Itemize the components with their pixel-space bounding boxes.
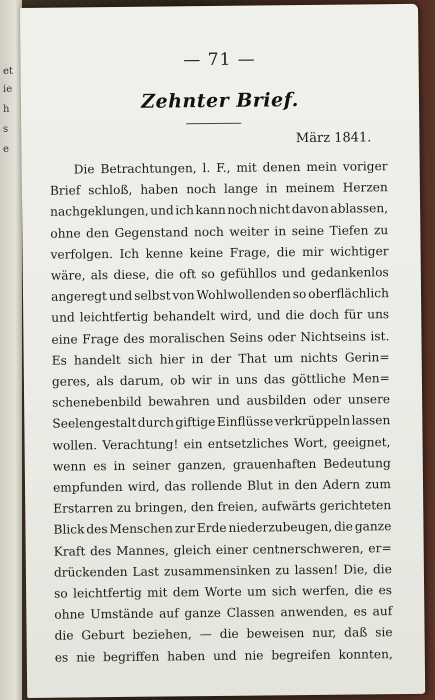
word: moralischen	[149, 330, 225, 346]
word: diese,	[113, 267, 150, 283]
word: giftige	[175, 415, 216, 430]
word: Verachtung!	[102, 437, 179, 452]
word: eine	[51, 332, 78, 347]
word: nachgeklungen,	[50, 204, 149, 220]
word: die	[219, 627, 239, 642]
word: gedankenlos	[310, 265, 389, 280]
word: es	[93, 458, 107, 474]
letter-body	[50, 156, 393, 668]
word: rollende	[190, 478, 243, 494]
word: ich	[175, 203, 194, 218]
word: F.,	[216, 160, 231, 175]
word: nie	[244, 648, 264, 663]
word: oder	[312, 392, 342, 408]
word: Brief	[49, 183, 81, 198]
word: uns	[235, 372, 258, 387]
word: werfen,	[301, 583, 350, 599]
word: einer	[215, 542, 248, 557]
word: Nichtseins	[300, 329, 366, 344]
word: Ich	[119, 246, 140, 261]
word: noch	[227, 202, 258, 218]
word: Erde	[196, 521, 227, 536]
word: schloß,	[88, 183, 133, 198]
word: wollen.	[52, 437, 98, 453]
word: und	[150, 203, 174, 219]
word: kann	[195, 203, 226, 218]
previous-page-edge	[0, 0, 22, 700]
word: und	[282, 266, 306, 281]
word: empfunden	[52, 479, 123, 495]
word: verkrüppeln	[274, 414, 351, 429]
word: mir	[302, 244, 324, 259]
word: meinem	[285, 180, 335, 196]
word: sich	[271, 584, 297, 599]
word: zum	[365, 477, 392, 492]
word: ganzen,	[177, 457, 226, 473]
word: voriger	[342, 159, 388, 174]
word: die	[54, 628, 74, 644]
word: Geburt	[81, 628, 125, 643]
heading-divider	[186, 123, 241, 125]
word: wird,	[127, 479, 160, 494]
word: keine	[189, 245, 224, 261]
word: doch	[309, 308, 340, 323]
word: gerichteten	[319, 498, 392, 514]
word: den	[190, 500, 214, 515]
word: und	[256, 308, 281, 323]
word: schenebenbild	[52, 394, 142, 410]
word: um	[247, 584, 267, 599]
word: des	[89, 543, 112, 558]
word: denen	[262, 160, 301, 175]
word: Wort,	[293, 435, 328, 450]
word: Last	[132, 564, 160, 579]
word: ausbilden	[246, 393, 307, 408]
word: gleich	[173, 542, 212, 558]
word: es	[353, 604, 368, 619]
fragment-text: et	[3, 66, 13, 77]
fragment-text: h	[3, 104, 10, 115]
word: drückenden	[53, 564, 128, 580]
word: verfolgen.	[50, 246, 114, 262]
word: aufwärts	[261, 499, 316, 514]
word: ganze	[354, 519, 392, 534]
word: durch	[137, 415, 174, 431]
word: Die,	[343, 562, 369, 577]
word: Blut	[247, 478, 273, 493]
word: es	[378, 583, 393, 598]
word: und	[212, 648, 237, 663]
word: seine	[291, 223, 325, 238]
word: lange	[223, 181, 259, 197]
word: uns	[367, 307, 390, 322]
word: in	[274, 223, 287, 238]
word: für	[343, 307, 363, 323]
word: noch	[186, 182, 217, 197]
word: zusammensinken	[163, 563, 271, 579]
word: handelt	[73, 352, 121, 368]
word: weiter	[229, 224, 269, 239]
word: Frage,	[229, 245, 271, 260]
word: nie	[76, 649, 96, 665]
word: in	[113, 458, 126, 473]
word: Men=	[351, 371, 390, 386]
word: die	[333, 519, 354, 535]
word: in	[265, 181, 278, 196]
word: Wohlwollenden	[196, 287, 291, 303]
word: daß	[344, 625, 368, 641]
word: begriffen	[102, 649, 160, 664]
word: mit	[236, 160, 257, 175]
word: Seelengestalt	[52, 416, 137, 432]
word: wichtiger	[329, 243, 389, 259]
word: Umstände	[90, 606, 154, 622]
word: wir	[191, 373, 212, 388]
word: anwenden,	[280, 604, 348, 620]
word: selbst	[134, 288, 171, 304]
word: behandelt	[153, 309, 216, 325]
word: Es	[51, 353, 67, 368]
word: zur	[174, 521, 196, 536]
word: göttliche	[291, 371, 346, 387]
word: Gegenstand	[114, 224, 189, 240]
word: als	[90, 268, 109, 283]
word: den	[294, 477, 318, 493]
word: bringen,	[134, 500, 188, 516]
word: wenn	[52, 459, 87, 474]
word: haben	[140, 182, 179, 197]
word: wird,	[220, 309, 253, 324]
word: oberflächlich	[308, 286, 390, 302]
word: Kraft	[53, 544, 86, 559]
word: ablassen,	[330, 201, 389, 217]
word: begreifen	[271, 647, 331, 663]
word: nichts	[300, 350, 338, 365]
word: um	[273, 350, 294, 366]
word: in	[191, 351, 204, 367]
word: ist.	[370, 328, 390, 343]
word: entsetzliches	[207, 435, 289, 451]
word: sie	[375, 625, 393, 640]
word: Tiefen	[329, 222, 369, 238]
word: dem	[172, 585, 200, 600]
word: auf	[159, 606, 179, 621]
word: angeregt	[50, 289, 107, 304]
word: ohne	[54, 607, 85, 622]
word: beweisen	[246, 626, 305, 642]
word: davon	[291, 202, 329, 217]
word: ein	[183, 436, 203, 451]
word: unsere	[347, 392, 391, 407]
word: Herzen	[342, 180, 388, 195]
word: hier	[159, 352, 185, 367]
word: so	[54, 586, 68, 601]
text-line	[54, 538, 392, 563]
word: Die	[73, 162, 95, 177]
word: Mannes,	[116, 543, 169, 558]
word: ohne	[50, 225, 81, 241]
word: geeignet,	[332, 434, 391, 450]
word: haben	[167, 648, 206, 664]
word: Gerin=	[344, 349, 390, 365]
word: so	[292, 287, 307, 302]
word: von	[172, 288, 195, 303]
word: Seins	[229, 330, 264, 345]
word: zu	[116, 501, 132, 516]
word: niederzubeugen,	[228, 520, 333, 536]
word: That	[238, 351, 267, 366]
letter-date: März 1841.	[295, 130, 372, 147]
word: die	[354, 583, 374, 598]
word: des	[123, 331, 145, 346]
word: Adern	[322, 477, 361, 492]
fragment-text: ie	[3, 84, 13, 95]
book-page	[20, 4, 425, 698]
fragment-text: e	[3, 144, 9, 155]
word: centnerschweren,	[252, 541, 364, 557]
text-line	[51, 326, 389, 351]
word: das	[263, 372, 286, 387]
word: in	[217, 372, 230, 387]
word: die	[154, 267, 174, 282]
word: Einflüsse	[216, 414, 274, 430]
word: die	[372, 561, 392, 577]
word: lassen!	[294, 562, 339, 578]
word: ob	[170, 373, 186, 388]
word: wäre,	[50, 268, 86, 283]
word: als	[96, 374, 114, 389]
word: mit	[147, 585, 168, 600]
word: nur,	[312, 626, 337, 641]
word: lassen	[351, 413, 391, 428]
word: zu	[275, 563, 290, 578]
letter-heading: Zehnter Brief.	[141, 89, 299, 113]
word: seiner	[132, 458, 171, 473]
word: Blick	[53, 522, 85, 538]
fragment-text: s	[3, 124, 9, 135]
word: konnten,	[338, 646, 393, 662]
word: mein	[306, 159, 337, 175]
word: l.	[202, 161, 211, 176]
word: nicht	[258, 202, 291, 217]
word: und	[108, 289, 133, 304]
word: Bedeutung	[323, 455, 391, 471]
word: grauenhaften	[232, 456, 317, 472]
word: Erstarren	[53, 501, 114, 516]
word: bewahren	[148, 394, 210, 409]
word: so	[201, 266, 215, 282]
word: in	[277, 478, 290, 493]
word: —	[199, 627, 212, 642]
text-line	[54, 601, 392, 626]
text-line	[55, 644, 393, 669]
word: Frage	[82, 331, 119, 346]
word: oft	[179, 267, 197, 282]
word: das	[164, 479, 187, 494]
word: zu	[373, 222, 389, 237]
word: des	[86, 522, 108, 537]
word: auf	[372, 604, 393, 619]
word: geres,	[51, 374, 91, 389]
word: Worte	[204, 584, 242, 600]
word: Menschen	[109, 521, 174, 537]
word: darum,	[119, 373, 165, 389]
word: es	[54, 650, 69, 665]
word: der	[210, 351, 232, 366]
word: den	[86, 225, 110, 240]
word: leichtfertig	[79, 310, 149, 325]
word: leichtfertig	[72, 585, 142, 601]
word: noch	[193, 224, 224, 239]
word: freien,	[217, 499, 258, 515]
word: gefühllos	[220, 266, 277, 281]
word: kenne	[145, 246, 184, 261]
word: und	[51, 310, 75, 326]
word: er=	[368, 540, 392, 556]
word: sich	[127, 352, 153, 367]
word: oder	[267, 329, 296, 345]
word: Classen	[226, 605, 275, 621]
word: Betrachtungen,	[100, 161, 197, 177]
word: die	[276, 244, 296, 260]
page-number: — 71 —	[183, 49, 256, 71]
word: ganze	[184, 606, 222, 621]
word: beziehen,	[132, 627, 192, 643]
word: die	[285, 308, 305, 323]
word: und	[216, 393, 240, 409]
